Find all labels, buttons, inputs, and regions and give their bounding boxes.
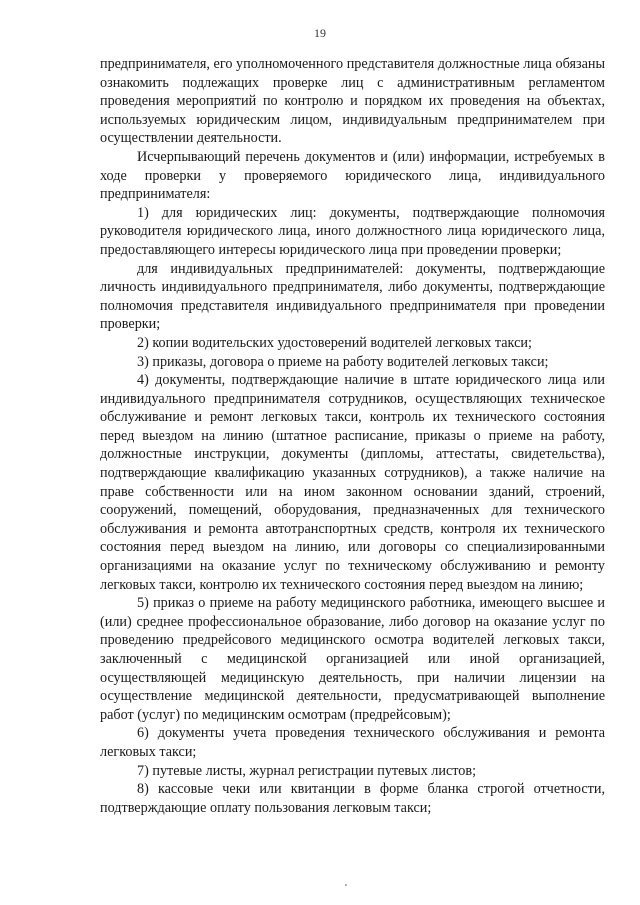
- paragraph: предпринимателя, его уполномоченного представителя должностные лица обязаны ознакомить подлежащих проверке лиц с административным регламентом проведения мероприятий по контролю и порядком их проведения на объектах, используемых юридическим лицом, индивидуальным предпринимателем при осуществлении деятельности.: [100, 56, 605, 147]
- list-item: 2) копии водительских удостоверений водителей легковых такси;: [137, 334, 532, 351]
- paragraph: Исчерпывающий перечень документов и (или) информации, истребуемых в ходе проверки у проверяемого юридического лица, индивидуального предпринимателя:: [100, 148, 605, 203]
- page-number: 19: [314, 26, 326, 40]
- scan-speck: [345, 884, 347, 886]
- list-item: 5) приказ о приеме на работу медицинского работника, имеющего высшее и (или) среднее профессиональное образование, либо договор на оказание услуг по проведению предрейсового медицинского осмотра водителей легковых такси, заключенный с медицинской организацией или иной организацией, осуществляющей медицинскую деятельность, при наличии лицензии на осуществление медицинской деятельности, предусматривающей выполнение работ (услуг) по медицинским осмотрам (предрейсовым);: [100, 595, 605, 723]
- paragraph: для индивидуальных предпринимателей: документы, подтверждающие личность индивидуального предпринимателя, либо документы, подтверждающие полномочия представителя индивидуального предпринимателя при проведении проверки;: [100, 260, 605, 333]
- list-item: 1) для юридических лиц: документы, подтверждающие полномочия руководителя юридического лица, иного должностного лица юридического лица, предоставляющего интересы юридического лица при проведении проверки;: [100, 204, 605, 258]
- list-item: 3) приказы, договора о приеме на работу водителей легковых такси;: [137, 353, 549, 370]
- document-body: [100, 55, 605, 817]
- list-item: 4) документы, подтверждающие наличие в штате юридического лица или индивидуального предпринимателя сотрудников, осуществляющих техническое обслуживание и ремонт легковых такси, контроль их технического состояния перед выездом на линию (штатное расписание, приказы о приеме на работу, должностные инструкции, документы (дипломы, аттестаты, свидетельства), подтверждающие квалификацию указанных сотрудников), а также наличие на праве собственности или на ином законном основании зданий, строений, сооружений, помещений, оборудования, предназначенных для технического обслуживания и ремонта автотранспортных средств, контроля их технического состояния перед выездом на линию, или договоры со специализированными организациями на оказание услуг по техническому обслуживанию и ремонту легковых такси, контролю их технического состояния перед выездом на линию;: [100, 372, 605, 593]
- list-item: 7) путевые листы, журнал регистрации путевых листов;: [137, 762, 477, 779]
- list-item: 6) документы учета проведения технического обслуживания и ремонта легковых такси;: [100, 725, 605, 760]
- list-item: 8) кассовые чеки или квитанции в форме бланка строгой отчетности, подтверждающие оплату пользования легковым такси;: [100, 781, 605, 816]
